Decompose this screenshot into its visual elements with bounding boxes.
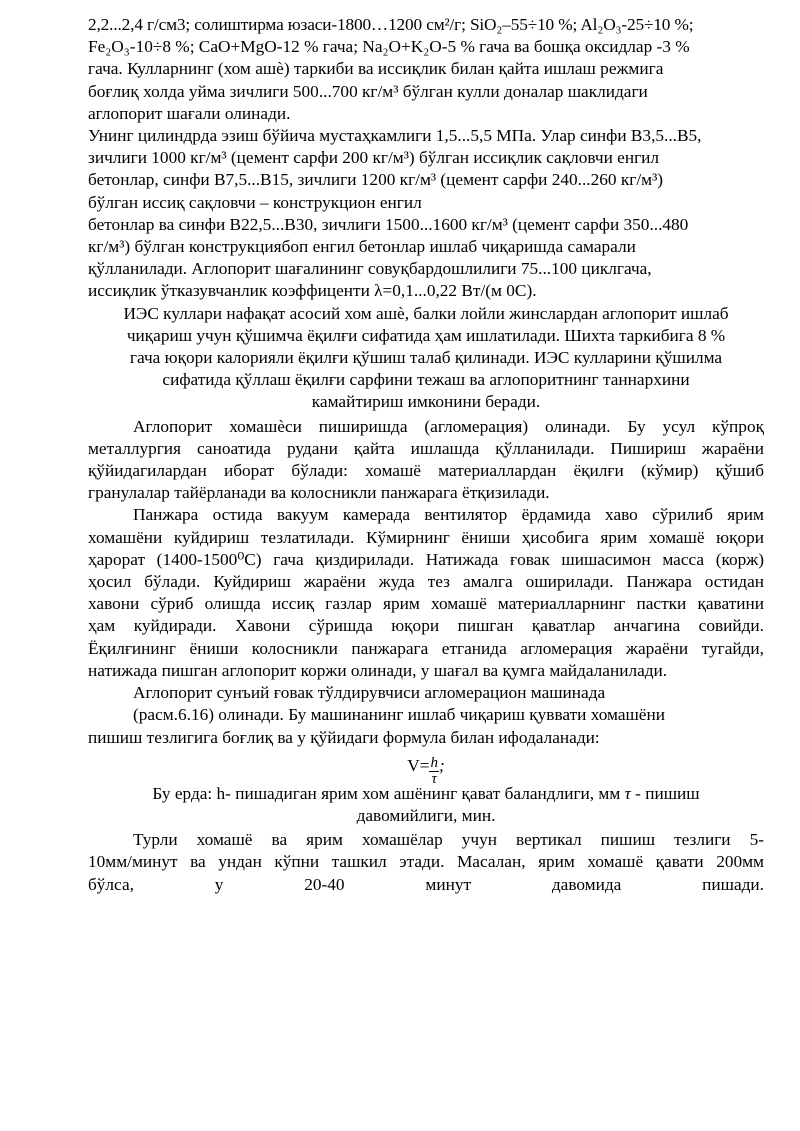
text-line: металлургия саноатида рудани қайта ишлашда қўлланилади. Пишириш жараёни [88, 438, 764, 458]
document-page [88, 14, 764, 896]
text-line: (расм.6.16) олинади. Бу машинанинг ишлаб чиқариш қуввати хомашёни [133, 705, 665, 725]
text-line: иссиқлик ўтказувчанлик коэффиценти λ=0,1...0,22 Вт/(м 0С). [88, 281, 537, 301]
text-line: ИЭС куллари нафақат асосий хом ашѐ, балки лойли жинслардан аглопорит ишлаб [123, 303, 729, 323]
text-span: Бу ерда: h- пишадиган ярим хом ашёнинг қават баландлиги, мм [152, 783, 621, 803]
tau-symbol: τ [624, 783, 631, 803]
formula-end: ; [438, 755, 445, 775]
text-line: Панжара остида вакуум камерада вентилятор ёрдамида хаво сўрилиб ярим [133, 505, 764, 525]
text-line: бетонлар, синфи В7,5...В15, зичлиги 1200 кг/м³ (цемент сарфи 240...260 кг/м³) [88, 170, 664, 190]
text-line [88, 783, 764, 805]
formula [88, 749, 764, 787]
text-line: Fe₂O₃-10÷8 %; CaO+MgO-12 % гача; Na₂O+K₂O-5 % гача ва бошқа оксидлар -3 % [88, 37, 690, 57]
text-line: 10мм/минут ва ундан кўпни ташкил этади. Масалан, ярим хомашё қавати 200мм [88, 852, 764, 872]
text-line: чиқариш учун қўшимча ёқилғи сифатида ҳам ишлатилади. Шихта таркибига 8 % [126, 325, 726, 345]
text-line: сифатида қўллаш ёқилғи сарфини тежаш ва аглопоритнинг таннархини [162, 370, 690, 390]
text-line: гача. Кулларнинг (хом ашѐ) таркиби ва иссиқлик билан қайта ишлаш режмига [88, 59, 664, 79]
text-line: Аглопорит хомашѐси пиширишда (агломерация) олинади. Бу усул кўпроқ [133, 416, 764, 436]
text-line: Унинг цилиндрда эзиш бўйича мустаҳкамлиги 1,5...5,5 МПа. Улар синфи В3,5...В5, [88, 126, 702, 146]
text-line: 2,2...2,4 г/см3; солиштирма юзаси-1800…1200 см²/г; SiO₂–55÷10 %; Al₂O₃-25÷10 %; [88, 15, 694, 34]
formula-denominator: τ [431, 770, 437, 787]
text-line: Ёқилғининг ёниши колосникли панжарага етганида агломерация жараёни тугайди, [88, 638, 764, 658]
text-line: бетонлар ва синфи В22,5...В30, зичлиги 1500...1600 кг/м³ (цемент сарфи 350...480 [88, 214, 689, 234]
text-line: гранулалар тайёрланади ва колосникли панжарага ётқизилади. [88, 483, 550, 503]
text-line: камайтириш имконини беради. [311, 392, 541, 412]
formula-lhs: V= [407, 755, 430, 775]
text-line: пишиш тезлигига боғлиқ ва у қўйидаги формула билан ифодаланади: [88, 727, 600, 747]
text-line: ҳарорат (1400-1500⁰С) гача қиздирилади. Натижада ғовак шишасимон масса (корж) [88, 549, 764, 569]
formula-numerator: h [430, 754, 438, 771]
text-line: бўлган иссиқ сақловчи – конструкцион енгил [88, 192, 422, 212]
text-line: ҳосил бўлади. Куйдириш жараёни жуда тез амалга оширилади. Панжара остидан [88, 572, 764, 592]
text-line: кг/м³) бўлган конструкциябоп енгил бетонлар ишлаб чиқаришда самарали [88, 237, 636, 257]
text-line: боғлиқ холда уйма зичлиги 500...700 кг/м³ бўлган кулли доналар шаклидаги [88, 81, 648, 101]
text-line: давомийлиги, мин. [356, 805, 496, 825]
text-line: зичлиги 1000 кг/м³ (цемент сарфи 200 кг/м³) бўлган иссиқлик сақловчи енгил [88, 148, 660, 168]
text-line: натижада пишган аглопорит коржи олинади, у шағал ва қумга майдаланилади. [88, 660, 668, 680]
text-line: аглопорит шағали олинади. [88, 103, 291, 123]
text-line: қўлланилади. Аглопорит шағалининг совуқбардошлилиги 75...100 циклгача, [88, 259, 652, 279]
text-span: - пишиш [635, 783, 700, 803]
text-line: гача юқори калорияли ёқилғи қўшиш талаб қилинади. ИЭС кулларини қўшилма [129, 348, 723, 368]
text-line: хавони сўриб олишда иссиқ газлар ярим хомашё материалларнинг пастки қаватини [88, 594, 764, 614]
text-line: бўлса, у 20-40 минут давомида пишади. [88, 874, 764, 894]
text-line: ҳам куйдиради. Хавони сўришда юқори пишган қаватлар анчагина совийди. [88, 616, 764, 636]
text-line: қўйидагилардан иборат бўлади: хомашё материаллардан ёқилғи (кўмир) қўшиб [88, 461, 764, 481]
text-line: Турли хомашё ва ярим хомашёлар учун вертикал пишиш тезлиги 5- [133, 830, 764, 850]
text-line: хомашёни куйдириш тезлатилади. Кўмирнинг ёниши ҳисобига ярим хомашё юқори [88, 527, 764, 547]
text-line: Аглопорит сунъий ғовак тўлдирувчиси агломерацион машинада [133, 683, 606, 703]
